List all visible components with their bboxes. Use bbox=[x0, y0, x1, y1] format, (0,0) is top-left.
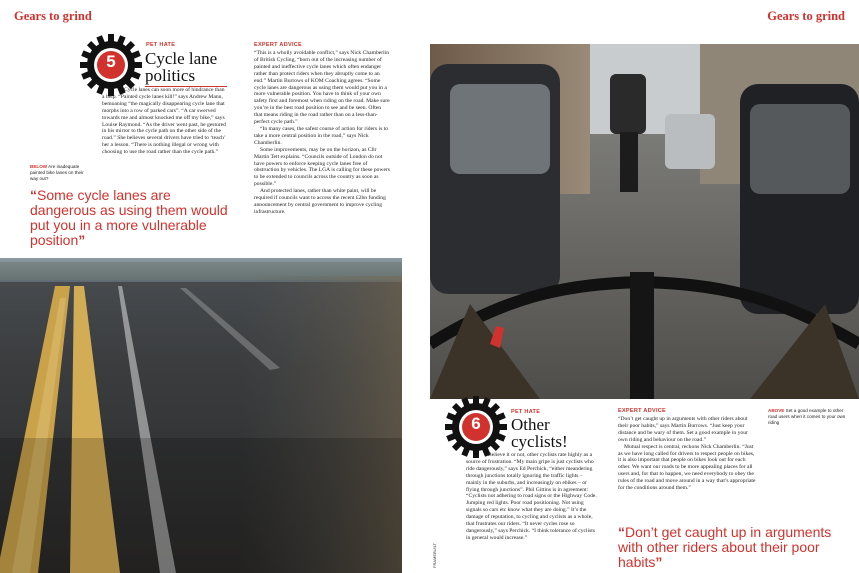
item5-expert-p1: “This is a wholly avoidable conflict,” says Nick Chamberlin of British Cycling, “born out of the increasing number of painted and ineffective cycle lanes which often endanger rather than protect riders when they abruptly come to an end.” Martin Burrows of KOM Coaching agrees. “Some cycle lanes are dangerous as using them would put you in a more vulnerable position. You have to think of your own safety first and foremost when riding on the road. Make sure you’re in the best road position to see and be seen. Often that means riding in the road rather than on a less-than-perfect cycle path.” bbox=[254, 50, 390, 126]
cyclist-traffic-photo bbox=[430, 44, 859, 399]
item5-title-line2: politics bbox=[145, 66, 196, 85]
item5-pet-hate-label: PET HATE bbox=[146, 42, 176, 48]
item5-caption-label: BELOW bbox=[30, 164, 48, 169]
item6-caption-text: Set a good example to other road users when it comes to your own riding bbox=[768, 408, 846, 425]
item5-caption bbox=[30, 164, 86, 182]
item6-title-line2: cyclists! bbox=[511, 432, 568, 451]
item5-number: 5 bbox=[106, 52, 116, 71]
item5-expert-p2: “In many cases, the safest course of action for riders is to take a more central position in the road,” says Nick Chamberlin. bbox=[254, 125, 388, 146]
item6-expert-p1: “Don’t get caught up in arguments with other riders about their poor habits,” says Martin Burrows. “Just keep your distance and be wary of them. Set a good example in your own riding and behaviour on the road.” bbox=[618, 416, 748, 443]
item5-expert-p4: And protected lanes, rather than white paint, will be required if councils want to access the recent £2bn funding announcement by central government to improve cycling infrastructure. bbox=[254, 188, 386, 215]
item5-caption-text: Are inadequate painted bike lanes on their way out? bbox=[30, 164, 84, 181]
item6-expert-p2: Mutual respect is central, reckons Nick Chamberlin. “Just as we have long called for drivers to respect people on bikes, it is also important that people on bikes look out for each other. We want our roads to be more appealing places for all users and, for that to happen, we need everybody to obey the rules of the road and move around in a way that’s appropriate for the conditions around them.” bbox=[618, 443, 756, 492]
item5-expert-p3: Some improvements, may be on the horizon, as Cllr Martin Tett explains. “Councils outside of London do not have powers to enforce keeping cycle lanes free of obstruction by vehicles. The LGA is calling for these powers to be extended to councils across the country as soon as possible.” bbox=[254, 146, 390, 188]
item6-pet-hate-label: PET HATE bbox=[511, 409, 541, 415]
item6-pull-quote: “Don’t get caught up in arguments with other riders about their poor habits” bbox=[618, 524, 832, 570]
road-lane-markings-photo bbox=[0, 258, 402, 573]
item6-number: 6 bbox=[471, 414, 481, 433]
item6-title-line1: Other bbox=[511, 415, 550, 434]
item6-expert-advice-label: EXPERT ADVICE bbox=[618, 408, 667, 414]
item6-expert-advice bbox=[618, 416, 758, 492]
item6-body: Believe it or not, other cyclists rate highly as a source of frustration. “My main gripe is just cyclists who ride dangerously,” says Ed Perchick, “either meandering through junctions totally ignoring the traffic lights – mainly in the suburbs, and increasingly on ebikes – or flying through junctions”. Phil Gittins is in agreement: “Cyclists not adhering to road signs or the Highway Code. Jumping red lights. Poor road positioning. Not using signals so cars etc know what they are doing.” It’s the damage of reputation, to cycling and cyclists as a whole, that frustrates our riders. “It never cycles rose so dangerously,” says Perchick. “I think tolerance of cyclists in general would increase.” bbox=[466, 452, 597, 541]
item5-pull-quote-text: Some cycle lanes are dangerous as using them would put you in a more vulnerable position bbox=[30, 187, 228, 248]
item5-expert-advice bbox=[254, 50, 390, 216]
item5-expert-advice-label: EXPERT ADVICE bbox=[254, 42, 303, 48]
item6-caption-label: ABOVE bbox=[768, 408, 785, 413]
section-header-left: Gears to grind bbox=[14, 9, 92, 23]
item5-title-line1: Cycle lane bbox=[145, 49, 218, 68]
item5-body: Cycle lanes can soon more of hindrance than a help. “Painted cycle lanes kill!” says Andrew Mann, bemoaning “the magically disappearing cycle lane that morphs into a row of parked cars”. “A car swerved towards me and almost knocked me off my bike,” says Louise Raymond. “As the driver went past, he gestured in his mirror to the cycle path on the other side of the road.” She believes several drivers have tried to ‘teach’ her a lesson. “There is nothing illegal or wrong with choosing to use the road rather than the cycle path.” bbox=[102, 87, 226, 156]
item6-caption bbox=[768, 408, 850, 426]
item5-title bbox=[145, 50, 217, 84]
item5-pull-quote: “Some cycle lanes are dangerous as using them would put you in a more vulnerable position” bbox=[30, 187, 228, 248]
folio: FRAMEBUILT bbox=[432, 542, 437, 568]
section-header-right: Gears to grind bbox=[767, 9, 845, 23]
item6-pull-quote-text: Don’t get caught up in arguments with other riders about their poor habits bbox=[618, 524, 832, 570]
item6-title bbox=[511, 416, 568, 450]
